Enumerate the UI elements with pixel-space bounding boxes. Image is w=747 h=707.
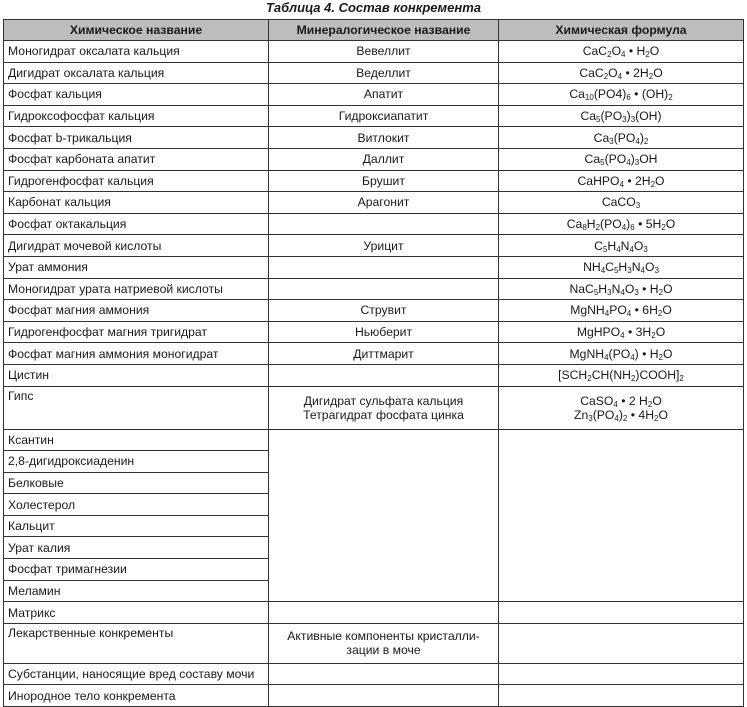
formula-cell: $MgNH_4PO_4$ • $6H_2O$ [499,300,744,322]
chemical-name-cell: Инородное тело конкремента [4,685,269,707]
formula-cell: $Ca_8H_2(PO_4)_6$ • $5H_2O$ [499,213,744,235]
chemical-name-cell: 2,8-дигидроксиаденин [4,451,269,473]
formula-merged-cell [499,429,744,602]
mineral-name-cell: Арагонит [269,192,499,214]
table-row [4,364,744,386]
formula-cell: CaCO$_3$ [499,192,744,214]
chemical-name-cell: Фосфат b-трикальция [4,127,269,149]
chemical-name-cell: Меламин [4,580,269,602]
table-row [4,105,744,127]
mineral-name-cell: Веделлит [269,62,499,84]
table-row [4,235,744,257]
table-caption: Таблица 4. Состав конкремента [265,0,482,15]
chemical-name-cell: Урат аммония [4,256,269,278]
mineral-line: Активные компоненты кристалли- [287,629,480,644]
mineral-name-cell: Диттмарит [269,343,499,365]
table-row [4,663,744,685]
formula-cell: $NH_4C_5H_3N_4O_3$ [499,256,744,278]
mineral-name-cell [269,663,499,685]
chemical-name-cell: Моногидрат урата натриевой кислоты [4,278,269,300]
formula-cell: $NaC_5H_3N_4O_3$ • $H_2O$ [499,278,744,300]
chemical-name-cell: Субстанции, наносящие вред составу мочи [4,663,269,685]
chemical-name-cell: Лекарственные конкременты [4,623,269,663]
mineral-name-cell: Брушит [269,170,499,192]
mineral-name-cell: Урицит [269,235,499,257]
mineral-name-cell: Даллит [269,148,499,170]
mineral-name-cell: Ньюберит [269,321,499,343]
table-header-row [4,20,744,41]
mineral-line: Тетрагидрат фосфата цинка [303,407,464,422]
table-row [4,41,744,63]
chemical-name-cell: Фосфат карбоната апатит [4,148,269,170]
formula-cell: $CaC_2O_4$ • $2H_2O$ [499,62,744,84]
formula-cell: $Ca_5(PO_4)_3OH$ [499,148,744,170]
chemical-name-cell: Фосфат тримагнезии [4,559,269,581]
chemical-name-cell: Моногидрат оксалата кальция [4,41,269,63]
formula-cell: $C_5H_4N_4O_3$ [499,235,744,257]
chemical-name-cell: Фосфат октакальция [4,213,269,235]
formula-cell: $Ca_{10}(PO4)_6$ • $(OH)_2$ [499,84,744,106]
table-row [4,300,744,322]
chemical-name-cell: Фосфат магния аммония [4,300,269,322]
chemical-name-cell: Урат калия [4,537,269,559]
mineral-name-merged-cell [269,429,499,602]
formula-line: CaSO$_4$ • 2 $H_2O$ [580,393,662,409]
table-row-gips [4,386,744,429]
formula-cell: $Ca_5(PO_3)_3(OH)$ [499,105,744,127]
table-row [4,321,744,343]
table-row [4,602,744,624]
table-row [4,256,744,278]
formula-cell [499,602,744,624]
chemical-name-cell: Фосфат магния аммония моногидрат [4,343,269,365]
mineral-name-cell [269,256,499,278]
table-row [4,343,744,365]
chemical-name-cell: Гидроксофосфат кальция [4,105,269,127]
chemical-name-cell: Кальцит [4,515,269,537]
formula-cell: $Ca_3(PO_4)_2$ [499,127,744,149]
chemical-name-cell: Матрикс [4,602,269,624]
formula-cell: $CaC_2O_4$ • $H_2O$ [499,41,744,63]
table-row [4,170,744,192]
mineral-name-cell [269,364,499,386]
mineral-name-cell [269,213,499,235]
chemical-name-cell: Белковые [4,472,269,494]
table-row [4,192,744,214]
chemical-name-cell: Холестерол [4,494,269,516]
chemical-name-cell: Гипс [4,386,269,429]
formula-line: $Zn_3(PO_4)_2$ • $4H_2O$ [574,407,668,423]
mineral-name-cell: Апатит [269,84,499,106]
mineral-name-cell: Витлокит [269,127,499,149]
table-row [4,127,744,149]
chemical-name-cell: Дигидрат оксалата кальция [4,62,269,84]
formula-cell: $MgNH_4(PO_4)$ • $H_2O$ [499,343,744,365]
mineral-name-cell [269,685,499,707]
chemical-name-cell: Цистин [4,364,269,386]
mineral-name-cell [269,602,499,624]
table-row [4,62,744,84]
header-mineral-name: Минералогическое название [269,20,499,41]
chemical-name-cell: Карбонат кальция [4,192,269,214]
chemical-name-cell: Гидрогенфосфат магния тригидрат [4,321,269,343]
chemical-name-cell: Фосфат кальция [4,84,269,106]
header-chemical-formula: Химическая формула [499,20,744,41]
header-chemical-name: Химическое название [4,20,269,41]
formula-cell [499,623,744,663]
table-row [4,623,744,663]
formula-cell [499,386,744,429]
formula-cell: MgHPO$_4$ • $3H_2O$ [499,321,744,343]
table-row [4,84,744,106]
mineral-name-cell [269,386,499,429]
table-row [4,213,744,235]
chemical-name-cell: Ксантин [4,429,269,451]
formula-cell: $[SCH_2CH(NH_2)COOH]_2$ [499,364,744,386]
chemical-name-cell: Дигидрат мочевой кислоты [4,235,269,257]
table-row [4,148,744,170]
table-row [4,278,744,300]
mineral-line: зации в моче [346,643,421,658]
chemical-name-cell: Гидрогенфосфат кальция [4,170,269,192]
table-row [4,685,744,707]
formula-cell [499,663,744,685]
formula-cell: CaHPO$_4$ • $2H_2O$ [499,170,744,192]
table-row [4,429,744,451]
mineral-name-cell: Гидроксиапатит [269,105,499,127]
composition-table [3,19,744,707]
mineral-name-cell: Струвит [269,300,499,322]
mineral-name-cell [269,278,499,300]
mineral-name-cell [269,623,499,663]
formula-cell [499,685,744,707]
mineral-line: Дигидрат сульфата кальция [303,393,464,408]
mineral-name-cell: Вевеллит [269,41,499,63]
